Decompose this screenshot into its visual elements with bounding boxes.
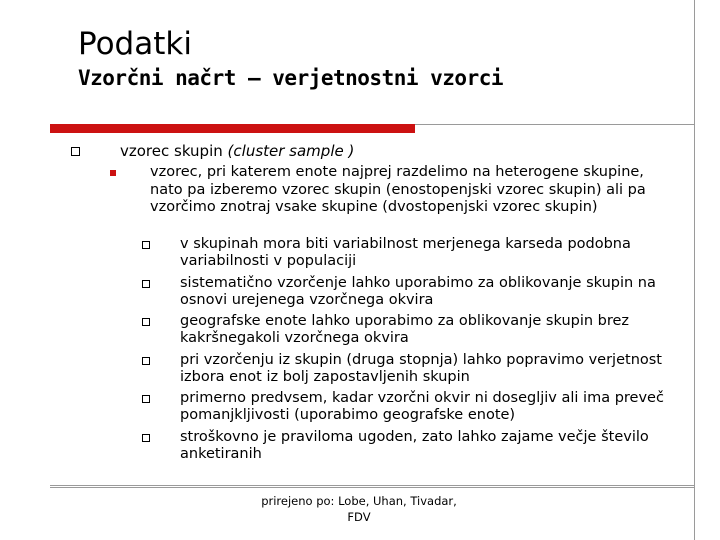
footer-line1: prirejeno po: Lobe, Uhan, Tivadar, (261, 494, 457, 508)
bullet-level1-text: vzorec skupin (120, 142, 223, 160)
bullet-level3-text: stroškovno je praviloma ugoden, zato lahko zajame večje število anketiranih (180, 429, 649, 462)
bullet-level3-text: sistematično vzorčenje lahko uporabimo za oblikovanje skupin na osnovi urejenega vzorčnega okvira (180, 275, 656, 308)
right-divider (694, 0, 695, 540)
bullet-level2: vzorec, pri katerem enote najprej razdelimo na heterogene skupine, nato pa izberemo vzorec skupin (enostopenjski vzorec skupin) ali pa vzorčimo znotraj vsake skupine (dvostopenjski vzorec skupin) (150, 164, 646, 215)
bottom-divider-secondary (50, 487, 695, 488)
slide-footer (250, 493, 468, 525)
bullet-level1 (120, 142, 354, 160)
hollow-square-bullet-icon (142, 395, 150, 403)
hollow-square-bullet-icon (142, 357, 150, 365)
bottom-divider (50, 485, 695, 486)
bullet-level3-text: geografske enote lahko uporabimo za oblikovanje skupin brez kakršnegakoli vzorčnega okvira (180, 313, 630, 346)
slide-subtitle: Vzorčni načrt – verjetnostni vzorci (78, 66, 504, 90)
hollow-square-bullet-icon (142, 318, 150, 326)
bullet-level3-text: v skupinah mora biti variabilnost merjenega karseda podobna variabilnosti v populaciji (180, 236, 631, 269)
slide-title: Podatki (78, 26, 192, 62)
bullet-level1-italic: (cluster sample ) (227, 142, 355, 160)
hollow-square-bullet-icon (142, 434, 150, 442)
hollow-square-bullet-icon (142, 280, 150, 288)
bullet-level3-text: primerno predvsem, kadar vzorčni okvir ni dosegljiv ali ima preveč pomanjkljivosti (uporabimo geografske enote) (180, 390, 664, 423)
footer-line2: FDV (347, 510, 371, 524)
hollow-square-bullet-icon (71, 147, 80, 156)
accent-bar (50, 124, 415, 133)
filled-square-bullet-icon (110, 170, 116, 176)
hollow-square-bullet-icon (142, 241, 150, 249)
bullet-level3-text: pri vzorčenju iz skupin (druga stopnja) lahko popravimo verjetnost izbora enot iz bolj zapostavljenih skupin (180, 352, 662, 385)
